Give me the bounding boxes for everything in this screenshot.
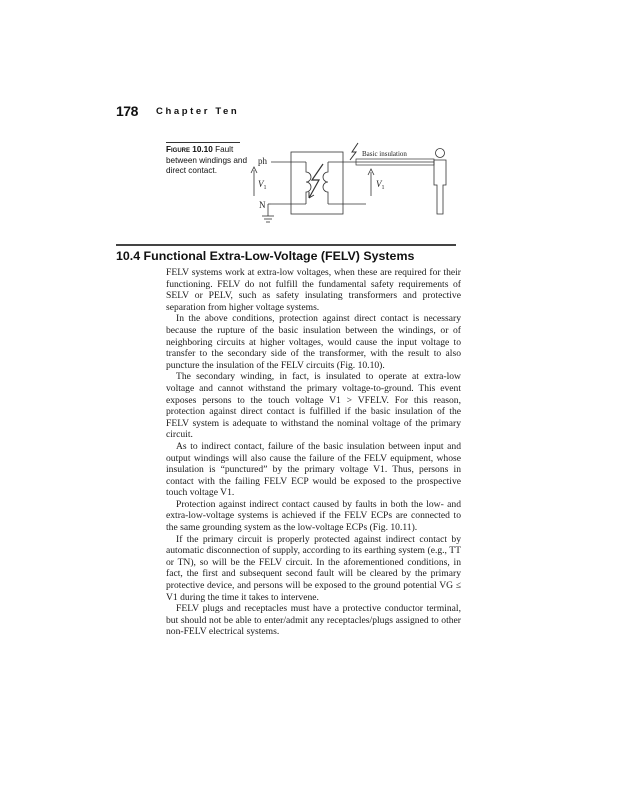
- running-head: [116, 103, 240, 121]
- label-v1-primary: $V_1$: [258, 179, 267, 191]
- figure-caption-text: Fault between windings and direct contact.: [166, 145, 248, 175]
- body-text: [166, 267, 461, 638]
- paragraph: Protection against indirect contact caused by faults in both the low- and extra-low-voltage systems is achieved if the FELV ECPs are connected to the same grounding system as the low-voltage ECPs (Fig. 10.11).: [166, 498, 461, 534]
- label-v1-secondary: $V_1$: [376, 179, 385, 191]
- figure-caption: [166, 145, 252, 177]
- page-number: 178: [116, 103, 138, 119]
- person-head-icon: [436, 149, 445, 158]
- insulation-puncture-icon: [350, 143, 358, 160]
- section-rule: [116, 244, 456, 246]
- person-body-icon: [434, 160, 446, 214]
- paragraph: As to indirect contact, failure of the basic insulation between input and output windings will also cause the failure of the FELV equipment, whose insulation is “punctured” by the primary voltage V1. Thus, persons in contact with the failing FELV ECP would be exposed to the prospective touch voltage V1.: [166, 440, 461, 499]
- chapter-label: Chapter Ten: [156, 106, 240, 117]
- fault-spark-icon: [309, 164, 323, 198]
- transformer-fault-diagram: [246, 140, 470, 244]
- figure-caption-label: Figure 10.10: [166, 145, 213, 154]
- section-heading: 10.4 Functional Extra-Low-Voltage (FELV) Systems: [116, 249, 415, 263]
- label-ph: ph: [258, 156, 267, 166]
- paragraph: FELV plugs and receptacles must have a protective conductor terminal, but should not be able to enter/admit any receptacles/plugs assigned to other non-FELV electrical systems.: [166, 603, 461, 638]
- paragraph: In the above conditions, protection against direct contact is necessary because the rupture of the basic insulation between the windings, or of neighboring circuits at higher voltages, would cause the input voltage to transfer to the secondary side of the transformer, with the result to also puncture the insulation of the FELV circuits (Fig. 10.10).: [166, 313, 461, 371]
- figure-caption-rule: [166, 142, 240, 143]
- secondary-winding: [323, 162, 328, 204]
- paragraph: FELV systems work at extra-low voltages, when these are required for their functioning. FELV do not fulfill the fundamental safety requirements of SELV or PELV, such as safety insulating transformers and protective separation from higher voltage systems.: [166, 267, 461, 313]
- paragraph: The secondary winding, in fact, is insulated to operate at extra-low voltage and cannot withstand the primary voltage-to-ground. This event exposes persons to the touch voltage V1 > VFELV. For this reason, protection against direct contact is fulfilled if the basic insulation of the FELV system is adequate to withstand the nominal voltage of the primary circuit.: [166, 371, 461, 441]
- label-n: N: [259, 200, 266, 210]
- label-basic-insulation: Basic insulation: [362, 150, 407, 158]
- paragraph: If the primary circuit is properly protected against indirect contact by automatic disconnection of supply, according to its earthing system (e.g., TT or TN), so will be the FELV circuit. In the aforementioned conditions, in fact, the first and subsequent second fault will be cleared by the primary protective device, and persons will be exposed to the ground potential VG ≤ V1 during the time it takes to intervene.: [166, 533, 461, 603]
